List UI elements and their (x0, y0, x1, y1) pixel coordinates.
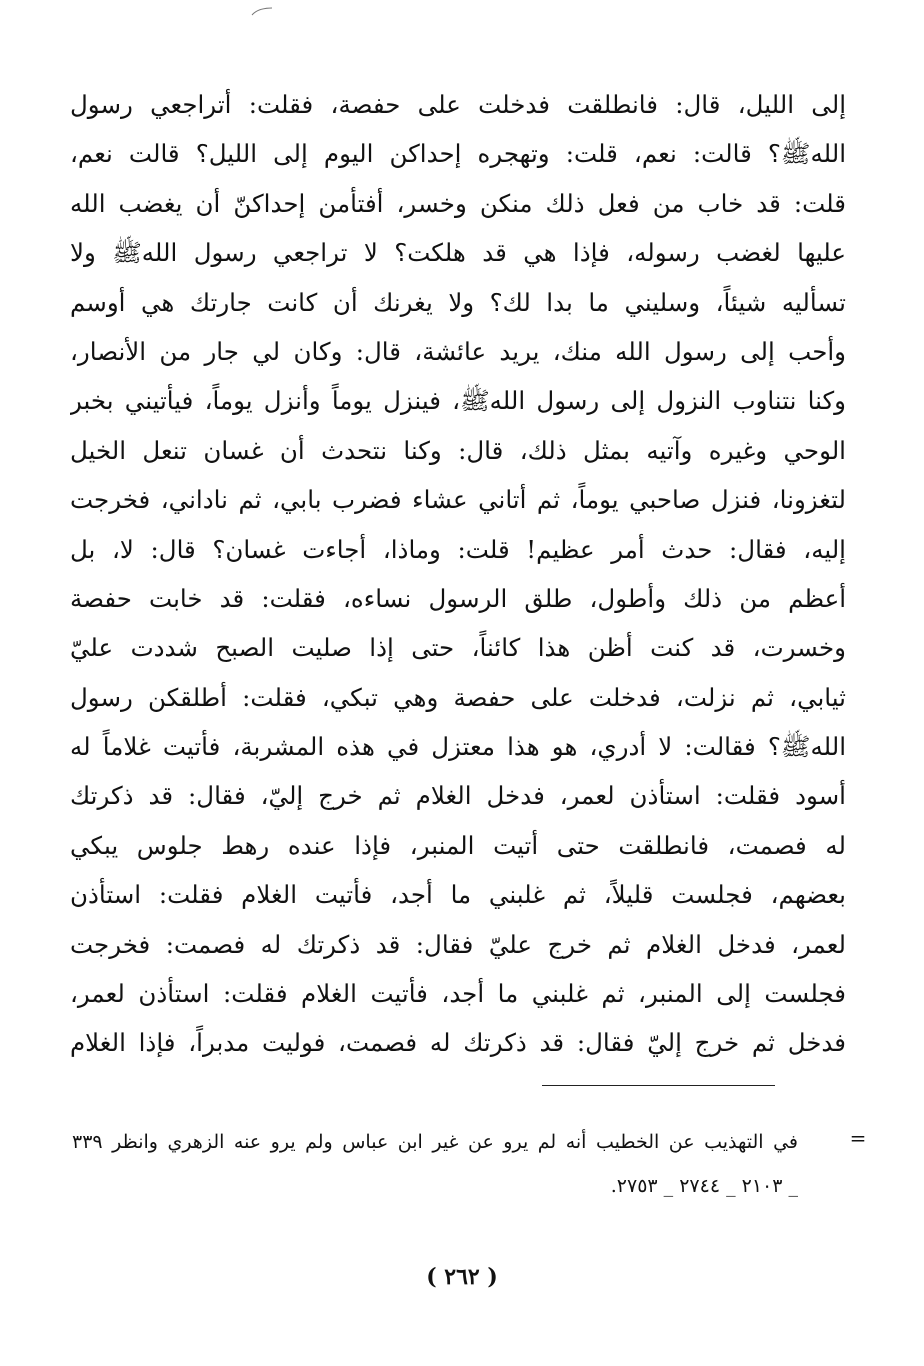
footnote-line-2: _ ٢١٠٣ _ ٢٧٤٤ _ ٢٧٥٣. (610, 1175, 798, 1197)
text-line-16: له فصمت، فانطلقت حتى أتيت المنبر، فإذا عنده رهط جلوس يبكي (70, 830, 846, 860)
text-line-19: فجلست إلى المنبر، ثم غلبني ما أجد، فأتيت الغلام فقلت: استأذن لعمر، (70, 979, 846, 1009)
text-line-2: اللهﷺ؟ قالت: نعم، قلت: وتهجره إحداكن اليوم إلى الليل؟ قالت نعم، (70, 139, 846, 169)
text-line-18: لعمر، فدخل الغلام ثم خرج عليّ فقال: قد ذكرتك له فصمت: فخرجت (70, 929, 846, 959)
footnote (72, 1120, 867, 1208)
text-line-11: أعظم من ذلك وأطول، طلق الرسول نساءه، فقلت: قد خابت حفصة (70, 583, 846, 613)
text-line-7: وكنا نتناوب النزول إلى رسول اللهﷺ، فينزل يوماً وأنزل يوماً، فيأتيني بخبر (70, 386, 846, 416)
text-line-15: أسود فقلت: استأذن لعمر، فدخل الغلام ثم خرج إليّ، فقال: قد ذكرتك (70, 781, 846, 811)
text-line-12: وخسرت، قد كنت أظن هذا كائناً، حتى إذا صليت الصبح شددت عليّ (70, 633, 846, 663)
main-text (70, 80, 846, 1068)
text-line-5: تسأليه شيئاً، وسليني ما بدا لك؟ ولا يغرنك أن كانت جارتك هي أوسم (70, 287, 846, 317)
text-line-9: لتغزونا، فنزل صاحبي يوماً، ثم أتاني عشاء فضرب بابي، ثم ناداني، فخرجت (70, 485, 846, 515)
page-number: ( ٢٦٢ ) (426, 1264, 498, 1290)
text-line-14: اللهﷺ؟ فقالت: لا أدري، هو هذا معتزل في هذه المشربة، فأتيت غلاماً له (70, 732, 846, 762)
text-line-10: إليه، فقال: حدث أمر عظيم! قلت: وماذا، أجاءت غسان؟ قال: لا، بل (70, 534, 846, 564)
footnote-continuation-marker: = (849, 1126, 867, 1150)
text-line-17: بعضهم، فجلست قليلاً، ثم غلبني ما أجد، فأتيت الغلام فقلت: استأذن (70, 880, 846, 910)
text-line-4: عليها لغضب رسوله، فإذا هي قد هلكت؟ لا تراجعي رسول اللهﷺ ولا (70, 238, 846, 268)
text-line-1: إلى الليل، قال: فانطلقت فدخلت على حفصة، فقلت: أتراجعي رسول (70, 90, 846, 119)
footnote-line-1: في التهذيب عن الخطيب أنه لم يرو عن غير ابن عباس ولم يرو عنه الزهري وانظر ٣٣٩ (72, 1131, 798, 1153)
text-line-20: فدخل ثم خرج إليّ فقال: قد ذكرتك له فصمت، فوليت مدبراً، فإذا الغلام (70, 1028, 846, 1058)
scan-mark (250, 6, 274, 16)
text-line-8: الوحي وغيره وآتيه بمثل ذلك، قال: وكنا نتحدث أن غسان تنعل الخيل (70, 435, 846, 465)
text-line-13: ثيابي، ثم نزلت، فدخلت على حفصة وهي تبكي، فقلت: أطلقكن رسول (70, 682, 846, 712)
text-line-3: قلت: قد خاب من فعل ذلك منكن وخسر، أفتأمن إحداكنّ أن يغضب الله (70, 188, 846, 218)
footnote-separator (542, 1085, 775, 1086)
text-line-6: وأحب إلى رسول الله منك، يريد عائشة، قال: وكان لي جار من الأنصار، (70, 336, 846, 366)
